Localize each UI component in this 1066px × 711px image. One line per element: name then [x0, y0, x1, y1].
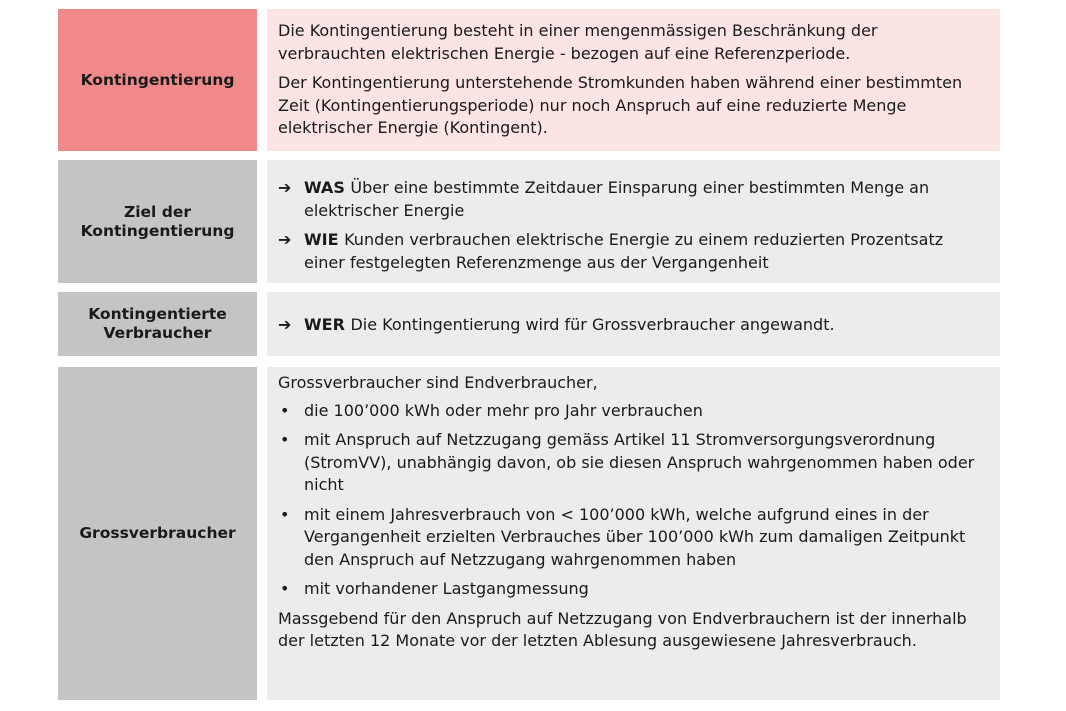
content-grossverbraucher — [267, 367, 1000, 700]
label-verbraucher-text: Kontingentierte Verbraucher — [88, 305, 227, 342]
bullet-icon: • — [280, 504, 290, 524]
arrow-right-icon: ➔ — [278, 230, 292, 249]
row-verbraucher — [58, 292, 1000, 356]
was-text: Über eine bestimmte Zeitdauer Einsparung einer bestimmten Menge an elektrischer Energie — [304, 178, 930, 220]
list-item — [278, 400, 988, 423]
label-kontingentierung — [58, 9, 257, 151]
list-item-text: mit vorhandener Lastgangmessung — [304, 579, 589, 598]
list-item — [278, 429, 988, 497]
was-keyword: WAS — [304, 178, 351, 197]
wie-keyword: WIE — [304, 230, 345, 249]
outro-text: Massgebend für den Anspruch auf Netzzugang von Endverbrauchern ist der innerhalb der letzten 12 Monate vor der letzten Ablesung ausgewiesene Jahresverbrauch. — [278, 608, 967, 650]
wie-item — [278, 229, 988, 274]
content-verbraucher — [267, 292, 1000, 356]
wie-text: Kunden verbrauchen elektrische Energie zu einem reduzierten Prozentsatz einer festgelegten Referenzmenge aus der Vergangenheit — [304, 230, 944, 272]
wer-text: Die Kontingentierung wird für Grossverbraucher angewandt. — [350, 315, 835, 334]
bullet-icon: • — [280, 400, 290, 420]
row-ziel — [58, 160, 1000, 283]
label-ziel-text: Ziel der Kontingentierung — [80, 202, 235, 240]
intro-text: Grossverbraucher sind Endverbraucher, — [278, 373, 598, 392]
explanation-paragraph: Der Kontingentierung unterstehende Stromkunden haben während einer bestimmten Zeit (Kontingentierungsperiode) nur noch Anspruch auf eine reduzierte Menge elektrischer Energie (Kontingent). — [278, 73, 963, 137]
list-item-text: mit einem Jahresverbrauch von < 100’000 kWh, welche aufgrund eines in der Vergangenheit erzielten Verbrauches über 100’000 kWh zum damaligen Zeitpunkt den Anspruch auf Netzzugang wahrgenommen haben — [304, 504, 966, 569]
label-kontingentierung-text: Kontingentierung — [80, 70, 235, 89]
list-item-text: mit Anspruch auf Netzzugang gemäss Artikel 11 Stromversorgungsverordnung (StromVV), unabhängig davon, ob sie diesen Anspruch wahrgenommen haben oder nicht — [304, 430, 975, 494]
bullet-icon: • — [280, 430, 290, 449]
label-ziel — [58, 160, 257, 283]
definition-paragraph: Die Kontingentierung besteht in einer mengenmässigen Beschränkung der verbrauchten elektrischen Energie - bezogen auf eine Referenzperiode. — [278, 21, 878, 63]
row-grossverbraucher — [58, 367, 1000, 700]
list-item — [278, 578, 988, 601]
arrow-right-icon: ➔ — [278, 178, 292, 197]
was-item — [278, 177, 988, 222]
list-item-text: die 100’000 kWh oder mehr pro Jahr verbrauchen — [304, 400, 703, 420]
content-ziel — [267, 160, 1000, 283]
label-grossverbraucher — [58, 367, 257, 700]
list-item — [278, 504, 988, 572]
row-kontingentierung — [58, 9, 1000, 151]
content-kontingentierung — [267, 9, 1000, 151]
arrow-right-icon: ➔ — [278, 315, 292, 334]
label-grossverbraucher-text: Grossverbraucher — [79, 524, 236, 542]
label-verbraucher — [58, 292, 257, 356]
wer-item — [278, 314, 988, 337]
wer-keyword: WER — [304, 315, 351, 334]
bullet-icon: • — [280, 579, 290, 598]
